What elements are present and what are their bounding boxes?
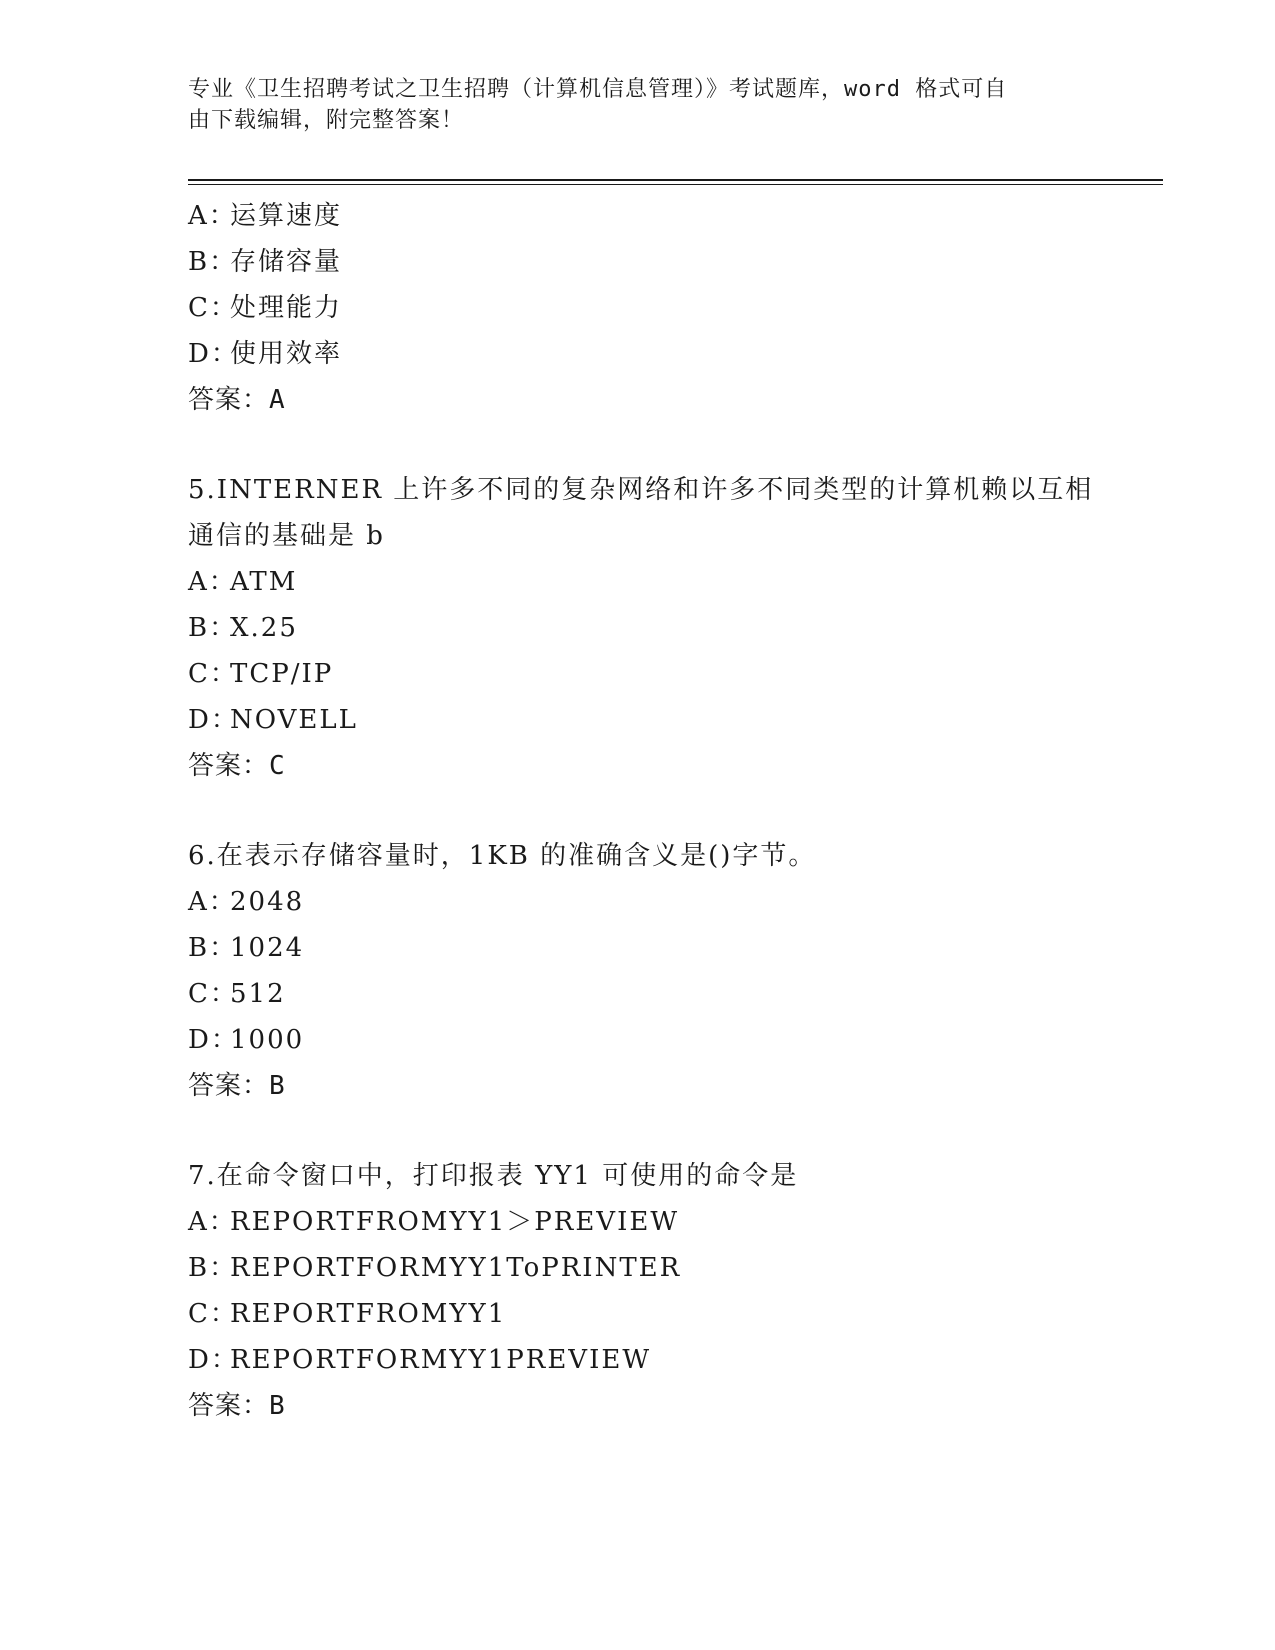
option-text: REPORTFROMYY1 xyxy=(230,1299,507,1329)
question-4 xyxy=(188,193,1088,423)
option-a xyxy=(188,879,1088,925)
option-d xyxy=(188,1337,1088,1383)
option-label: C： xyxy=(188,659,238,689)
option-text: ATM xyxy=(230,567,298,597)
option-label: C： xyxy=(188,1299,238,1329)
answer: 答案：B xyxy=(188,1071,286,1101)
option-d xyxy=(188,331,1088,377)
option-b xyxy=(188,239,1088,285)
question-7 xyxy=(188,1153,1088,1429)
question-5 xyxy=(188,467,1094,789)
option-label: B： xyxy=(188,933,238,963)
option-text: 运算速度 xyxy=(230,201,343,231)
option-text: REPORTFORMYY1PREVIEW xyxy=(230,1345,652,1375)
option-text: 1000 xyxy=(230,1025,305,1055)
answer: 答案：A xyxy=(188,385,286,415)
option-b xyxy=(188,925,1088,971)
option-label: D： xyxy=(188,339,239,369)
header-line-2: 由下载编辑，附完整答案！ xyxy=(188,108,465,133)
option-text: 处理能力 xyxy=(230,293,343,323)
question-6 xyxy=(188,833,1088,1109)
option-text: 512 xyxy=(230,979,286,1009)
option-a xyxy=(188,193,1088,239)
option-text: 使用效率 xyxy=(230,339,343,369)
option-a xyxy=(188,559,1088,605)
option-text: X.25 xyxy=(230,613,298,643)
header-divider-thick xyxy=(188,179,1163,181)
option-b xyxy=(188,605,1088,651)
option-c xyxy=(188,971,1088,1017)
option-a xyxy=(188,1199,1088,1245)
option-text: 1024 xyxy=(230,933,305,963)
option-label: B： xyxy=(188,613,238,643)
option-label: C： xyxy=(188,979,238,1009)
header-line-1: 专业《卫生招聘考试之卫生招聘（计算机信息管理）》考试题库，word 格式可自 xyxy=(188,77,1008,102)
option-label: B： xyxy=(188,247,238,277)
option-text: NOVELL xyxy=(230,705,358,735)
option-label: A： xyxy=(188,201,237,231)
option-label: D： xyxy=(188,705,239,735)
option-c xyxy=(188,1291,1088,1337)
option-label: C： xyxy=(188,293,238,323)
option-b xyxy=(188,1245,1088,1291)
option-label: A： xyxy=(188,1207,237,1237)
question-text-line-2: 通信的基础是 b xyxy=(188,521,385,551)
option-text: REPORTFROMYY1＞PREVIEW xyxy=(230,1207,680,1237)
option-d xyxy=(188,697,1088,743)
option-text: 存储容量 xyxy=(230,247,343,277)
document-header xyxy=(188,74,1068,136)
option-label: D： xyxy=(188,1025,239,1055)
question-text-line-1: 5.INTERNER 上许多不同的复杂网络和许多不同类型的计算机赖以互相 xyxy=(188,475,1094,505)
option-text: REPORTFORMYY1ToPRINTER xyxy=(230,1253,682,1283)
option-label: A： xyxy=(188,887,237,917)
answer: 答案：B xyxy=(188,1391,286,1421)
option-label: D： xyxy=(188,1345,239,1375)
header-divider-thin xyxy=(188,184,1163,185)
option-text: TCP/IP xyxy=(230,659,334,689)
option-c xyxy=(188,285,1088,331)
question-text-line-1: 7.在命令窗口中，打印报表 YY1 可使用的命令是 xyxy=(188,1161,799,1191)
option-label: B： xyxy=(188,1253,238,1283)
option-label: A： xyxy=(188,567,237,597)
option-d xyxy=(188,1017,1088,1063)
option-c xyxy=(188,651,1088,697)
question-text-line-1: 6.在表示存储容量时，1KB 的准确含义是()字节。 xyxy=(188,841,817,871)
question-list xyxy=(188,193,1094,1429)
answer: 答案：C xyxy=(188,751,286,781)
option-text: 2048 xyxy=(230,887,305,917)
